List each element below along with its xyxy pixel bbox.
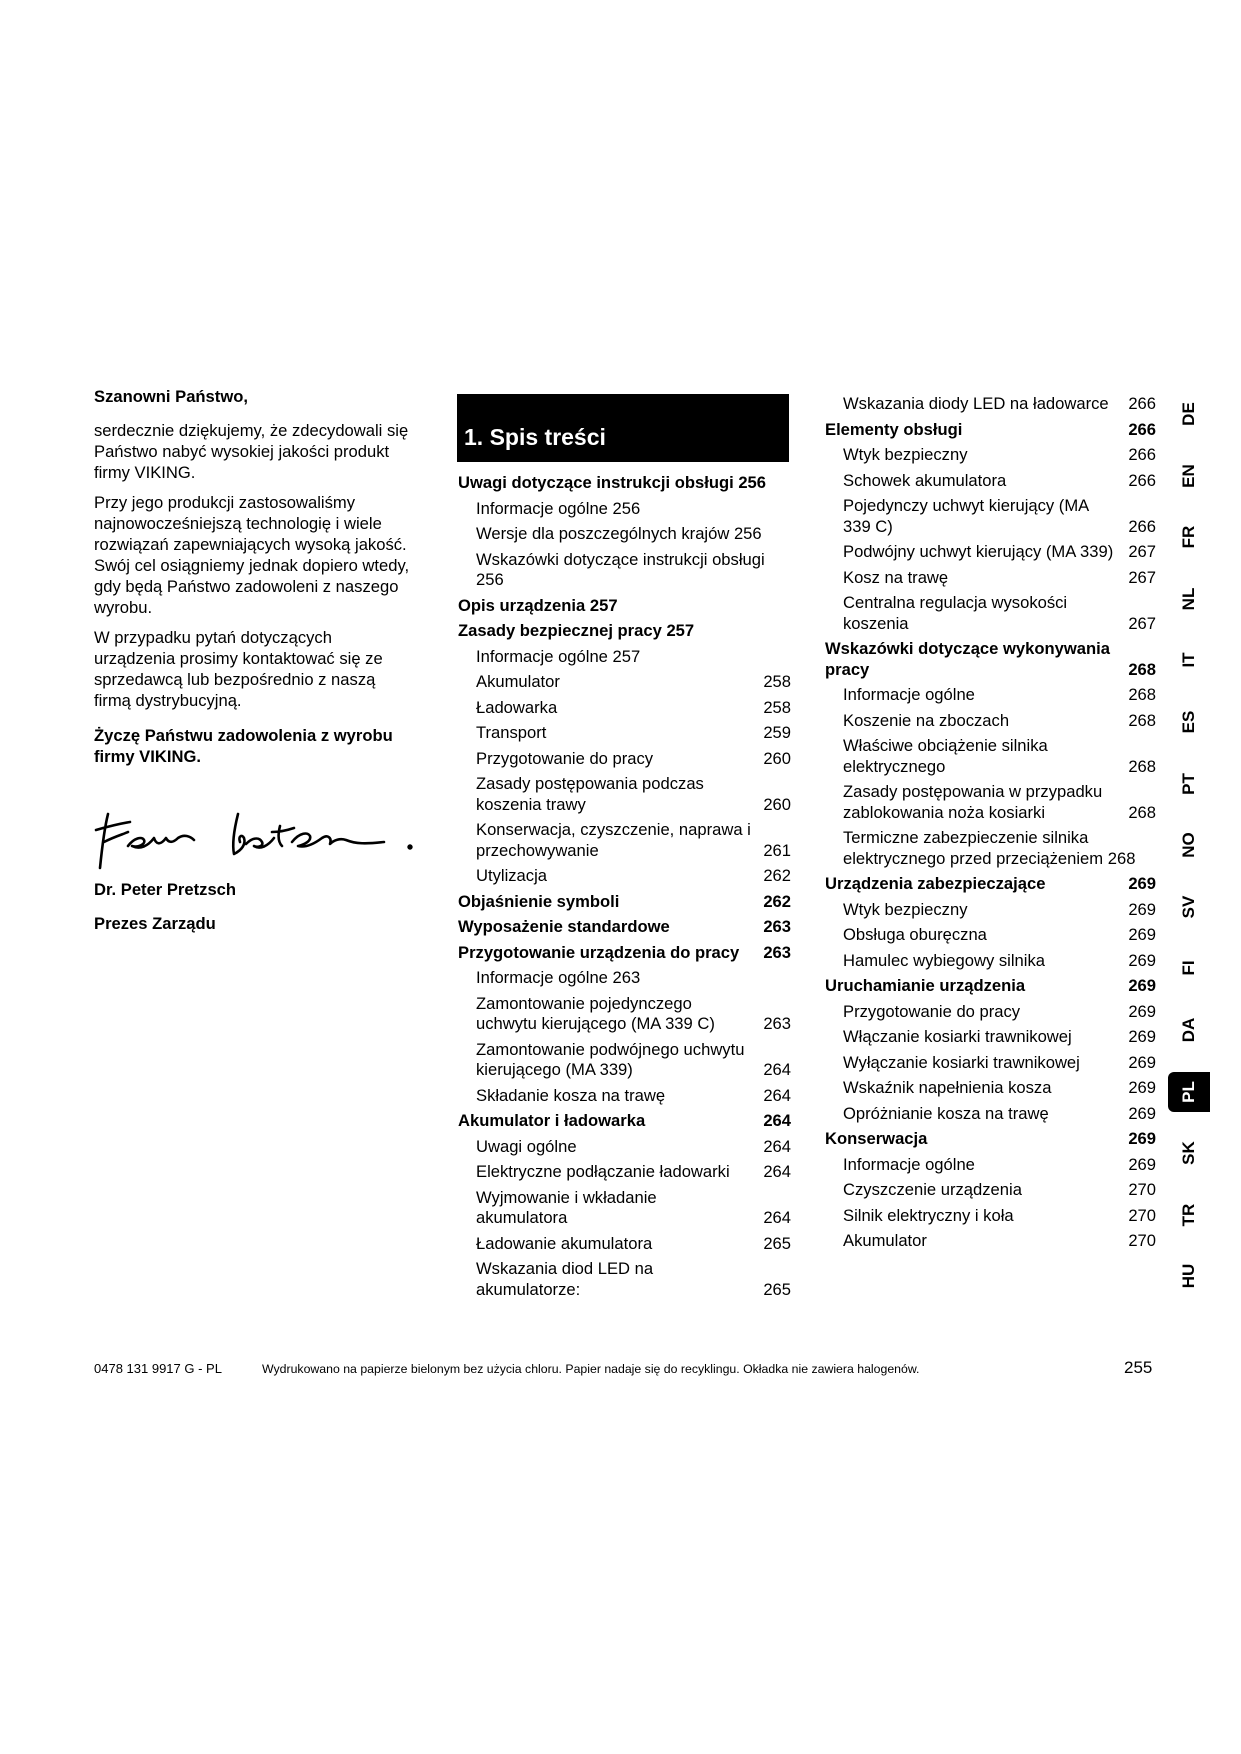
toc-entry-label: Informacje ogólne xyxy=(476,498,608,518)
language-tab-label: SV xyxy=(1179,895,1198,919)
toc-entry-page: 256 xyxy=(476,570,504,589)
toc-section-entry xyxy=(825,420,1156,441)
toc-subsection-entry xyxy=(458,866,791,887)
toc-entry-page: 258 xyxy=(763,672,791,691)
toc-entry-label: Schowek akumulatora xyxy=(843,470,1007,490)
toc-section-entry xyxy=(458,943,791,964)
toc-entry-label: Opis urządzenia xyxy=(458,595,586,615)
language-tab-label: SK xyxy=(1179,1141,1198,1165)
toc-entry-label: Zasady bezpiecznej pracy xyxy=(458,621,662,640)
toc-subsection-entry xyxy=(825,1206,1156,1227)
toc-entry-page: 257 xyxy=(612,646,641,666)
language-tab-label: PL xyxy=(1179,1080,1198,1103)
toc-entry-page: 269 xyxy=(1128,1129,1156,1148)
language-tab-de[interactable] xyxy=(1168,394,1210,434)
signer-name: Dr. Peter Pretzsch xyxy=(94,880,237,899)
toc-subsection-entry xyxy=(825,685,1156,706)
toc-entry-page: 268 xyxy=(1128,685,1156,704)
language-tab-fr[interactable] xyxy=(1168,517,1210,557)
language-tab-fi[interactable] xyxy=(1168,948,1210,988)
toc-subsection-entry xyxy=(825,1053,1156,1074)
toc-subsection-entry xyxy=(825,593,1156,634)
toc-subsection-entry xyxy=(458,774,791,815)
language-tab-label: TR xyxy=(1179,1203,1198,1227)
toc-entry-label: Transport xyxy=(476,723,547,742)
toc-entry-page: 269 xyxy=(1128,1001,1156,1021)
toc-subsection-entry xyxy=(825,496,1156,537)
toc-subsection-entry xyxy=(458,723,791,744)
toc-subsection-entry xyxy=(825,1180,1156,1201)
toc-subsection-entry xyxy=(458,698,791,719)
toc-entry-page: 268 xyxy=(1128,710,1156,730)
toc-entry-page: 267 xyxy=(1128,567,1156,587)
toc-entry-page: 256 xyxy=(738,473,767,492)
language-tab-en[interactable] xyxy=(1168,456,1210,496)
toc-entry-label: Składanie kosza na trawę xyxy=(476,1085,666,1105)
toc-entry-label: Przygotowanie do pracy xyxy=(843,1001,1021,1021)
toc-entry-label: Przygotowanie do pracy xyxy=(476,748,654,768)
toc-entry-page: 263 xyxy=(763,942,791,962)
toc-entry-label: Przygotowanie urządzenia do pracy xyxy=(458,942,740,962)
toc-subsection-entry xyxy=(825,394,1156,415)
toc-entry-page: 268 xyxy=(1128,802,1156,822)
language-tab-label: FR xyxy=(1179,525,1198,549)
toc-entry-label: Wskaźnik napełnienia kosza xyxy=(843,1078,1052,1097)
toc-entry-page: 269 xyxy=(1128,1027,1156,1046)
toc-entry-page: 256 xyxy=(612,498,641,518)
language-tab-label: DE xyxy=(1179,402,1198,426)
toc-entry-label: Hamulec wybiegowy silnika xyxy=(843,950,1045,970)
language-tab-no[interactable] xyxy=(1168,825,1210,865)
toc-entry-label: Centralna regulacja wysokości koszenia xyxy=(843,593,1068,633)
toc-subsection-entry xyxy=(825,951,1156,972)
language-tab-pl[interactable] xyxy=(1168,1072,1210,1112)
toc-entry-page: 268 xyxy=(1107,848,1136,868)
toc-subsection-entry xyxy=(825,736,1156,777)
toc-entry-page: 270 xyxy=(1128,1231,1156,1250)
toc-entry-label: Uwagi dotyczące instrukcji obsługi xyxy=(458,473,734,492)
toc-entry-page: 269 xyxy=(1128,1078,1156,1097)
toc-column-2 xyxy=(825,394,1156,1257)
toc-entry-page: 263 xyxy=(763,1014,791,1033)
language-tab-nl[interactable] xyxy=(1168,579,1210,619)
toc-subsection-entry xyxy=(825,1078,1156,1099)
toc-subsection-entry xyxy=(458,749,791,770)
toc-subsection-entry xyxy=(825,925,1156,946)
toc-entry-label: Konserwacja xyxy=(825,1129,928,1148)
toc-entry-label: Konserwacja, czyszczenie, naprawa i przechowywanie xyxy=(476,820,751,860)
toc-entry-label: Elementy obsługi xyxy=(825,419,963,439)
toc-entry-page: 264 xyxy=(763,1060,791,1079)
toc-subsection-entry xyxy=(458,1086,791,1107)
toc-entry-label: Uwagi ogólne xyxy=(476,1136,577,1156)
toc-entry-page: 260 xyxy=(763,748,791,768)
toc-entry-label: Obsługa oburęczna xyxy=(843,925,987,944)
toc-entry-page: 269 xyxy=(1128,1154,1156,1174)
toc-subsection-entry xyxy=(458,1162,791,1183)
toc-entry-page: 264 xyxy=(763,1111,791,1130)
toc-section-entry xyxy=(825,639,1156,680)
handwritten-signature xyxy=(94,802,424,874)
toc-entry-page: 265 xyxy=(763,1233,791,1253)
toc-entry-label: Wyjmowanie i wkładanie akumulatora xyxy=(476,1187,657,1227)
toc-entry-label: Pojedynczy uchwyt kierujący (MA 339 C) xyxy=(843,496,1089,536)
language-tab-label: EN xyxy=(1179,463,1198,488)
letter xyxy=(94,386,414,776)
toc-entry-page: 266 xyxy=(1128,470,1156,490)
toc-subsection-entry xyxy=(458,1234,791,1255)
toc-entry-label: Zamontowanie pojedynczego uchwytu kierującego (MA 339 C) xyxy=(476,993,715,1033)
toc-entry-page: 264 xyxy=(763,1136,791,1156)
toc-subsection-entry xyxy=(825,828,1156,869)
toc-entry-page: 262 xyxy=(763,866,791,885)
toc-entry-page: 265 xyxy=(763,1279,791,1299)
language-tab-tr[interactable] xyxy=(1168,1195,1210,1235)
toc-entry-page: 269 xyxy=(1128,925,1156,944)
language-tab-label: FI xyxy=(1179,960,1198,976)
toc-entry-page: 256 xyxy=(733,524,762,543)
toc-entry-label: Silnik elektryczny i koła xyxy=(843,1205,1014,1225)
toc-entry-label: Utylizacja xyxy=(476,866,548,885)
toc-entry-page: 259 xyxy=(763,723,791,742)
language-tab-label: DA xyxy=(1179,1017,1198,1043)
toc-subsection-entry xyxy=(458,647,791,668)
toc-subsection-entry xyxy=(458,524,791,545)
toc-entry-page: 269 xyxy=(1128,1052,1156,1072)
toc-entry-page: 269 xyxy=(1128,874,1156,893)
language-tab-pt[interactable] xyxy=(1168,764,1210,804)
language-tab-label: ES xyxy=(1179,710,1198,734)
toc-entry-page: 270 xyxy=(1128,1205,1156,1225)
toc-entry-label: Akumulator xyxy=(843,1231,927,1250)
toc-entry-page: 268 xyxy=(1128,659,1156,679)
toc-entry-page: 267 xyxy=(1128,542,1156,561)
toc-entry-page: 269 xyxy=(1128,1103,1156,1123)
toc-entry-label: Informacje ogólne xyxy=(476,968,608,987)
letter-paragraph: serdecznie dziękujemy, że zdecydowali się Państwo nabyć wysokiej jakości produkt firmy VIKING. xyxy=(94,421,409,482)
toc-section-entry xyxy=(458,1111,791,1132)
toc-entry-page: 264 xyxy=(763,1208,791,1227)
language-tab-sk[interactable] xyxy=(1168,1133,1210,1173)
toc-entry-page: 267 xyxy=(1128,613,1156,633)
toc-entry-page: 264 xyxy=(763,1085,791,1105)
toc-entry-label: Wskazania diody LED na ładowarce xyxy=(843,394,1109,413)
toc-entry-label: Zamontowanie podwójnego uchwytu kierującego (MA 339) xyxy=(476,1039,745,1079)
toc-section-entry xyxy=(458,892,791,913)
salutation: Szanowni Państwo, xyxy=(94,387,248,406)
language-tab-label: NO xyxy=(1179,832,1198,858)
toc-section-entry xyxy=(458,621,791,642)
toc-entry-page: 261 xyxy=(763,840,791,860)
toc-subsection-entry xyxy=(825,568,1156,589)
letter-paragraph: W przypadku pytań dotyczących urządzenia prosimy kontaktować się ze sprzedawcą lub bezpośrednio z naszą firmą dystrybucyjną. xyxy=(94,628,383,710)
toc-entry-label: Zasady postępowania w przypadku zablokowania noża kosiarki xyxy=(843,782,1103,822)
toc-subsection-entry xyxy=(825,1155,1156,1176)
toc-column-1 xyxy=(458,473,791,1305)
toc-subsection-entry xyxy=(825,471,1156,492)
toc-entry-label: Zasady postępowania podczas koszenia trawy xyxy=(476,774,704,814)
language-tab-es[interactable] xyxy=(1168,702,1210,742)
toc-entry-label: Kosz na trawę xyxy=(843,567,949,587)
toc-subsection-entry xyxy=(825,1027,1156,1048)
toc-section-entry xyxy=(825,874,1156,895)
toc-subsection-entry xyxy=(825,1104,1156,1125)
toc-entry-label: Akumulator i ładowarka xyxy=(458,1111,646,1130)
toc-subsection-entry xyxy=(458,968,791,989)
language-tab-label: HU xyxy=(1179,1264,1198,1289)
toc-entry-label: Podwójny uchwyt kierujący (MA 339) xyxy=(843,542,1114,561)
toc-subsection-entry xyxy=(458,1040,791,1081)
toc-subsection-entry xyxy=(825,900,1156,921)
toc-entry-label: Wtyk bezpieczny xyxy=(843,445,968,464)
toc-entry-page: 258 xyxy=(763,697,791,717)
document-code: 0478 131 9917 G - PL xyxy=(94,1361,222,1376)
toc-entry-page: 263 xyxy=(612,968,641,987)
language-tab-label: PT xyxy=(1179,772,1198,795)
toc-subsection-entry xyxy=(458,499,791,520)
toc-subsection-entry xyxy=(825,542,1156,563)
signer-title: Prezes Zarządu xyxy=(94,914,216,933)
toc-subsection-entry xyxy=(458,820,791,861)
toc-entry-label: Uruchamianie urządzenia xyxy=(825,976,1026,995)
toc-entry-label: Elektryczne podłączanie ładowarki xyxy=(476,1162,730,1181)
letter-paragraph: Przy jego produkcji zastosowaliśmy najnowocześniejszą technologię i wiele rozwiązań zapewniających wysoką jakość. Swój cel osiągniemy jednak dopiero wtedy, gdy będą Państwo zadowoleni z naszego wyrobu. xyxy=(94,493,410,617)
toc-subsection-entry xyxy=(458,550,791,591)
toc-entry-label: Informacje ogólne xyxy=(843,1154,975,1174)
toc-entry-label: Informacje ogólne xyxy=(843,685,975,704)
toc-entry-page: 262 xyxy=(763,891,791,911)
toc-entry-label: Koszenie na zboczach xyxy=(843,710,1010,730)
toc-entry-label: Termiczne zabezpieczenie silnika elektrycznego przed przeciążeniem xyxy=(843,828,1104,868)
toc-subsection-entry xyxy=(458,1137,791,1158)
toc-section-entry xyxy=(458,596,791,617)
toc-entry-page: 257 xyxy=(666,621,695,640)
toc-entry-page: 263 xyxy=(763,917,791,936)
toc-entry-page: 266 xyxy=(1128,516,1156,536)
toc-entry-label: Ładowanie akumulatora xyxy=(476,1233,653,1253)
toc-entry-label: Wtyk bezpieczny xyxy=(843,899,968,919)
toc-entry-page: 266 xyxy=(1128,445,1156,464)
toc-entry-label: Wskazówki dotyczące instrukcji obsługi xyxy=(476,549,765,569)
toc-subsection-entry xyxy=(825,1002,1156,1023)
toc-entry-page: 266 xyxy=(1128,394,1156,413)
toc-entry-page: 257 xyxy=(589,595,618,615)
toc-subsection-entry xyxy=(825,1231,1156,1252)
toc-entry-label: Czyszczenie urządzenia xyxy=(843,1180,1022,1199)
toc-subsection-entry xyxy=(458,672,791,693)
toc-entry-label: Wskazania diod LED na akumulatorze: xyxy=(476,1259,654,1299)
toc-section-entry xyxy=(458,473,791,494)
toc-subsection-entry xyxy=(825,711,1156,732)
language-tab-it[interactable] xyxy=(1168,640,1210,680)
page-number: 255 xyxy=(1124,1358,1153,1377)
toc-section-entry xyxy=(458,917,791,938)
toc-entry-page: 266 xyxy=(1128,419,1156,439)
toc-entry-label: Urządzenia zabezpieczające xyxy=(825,874,1046,893)
toc-entry-label: Właściwe obciążenie silnika elektrycznego xyxy=(843,736,1048,776)
toc-entry-label: Wyłączanie kosiarki trawnikowej xyxy=(843,1052,1080,1072)
toc-entry-label: Akumulator xyxy=(476,672,560,691)
toc-entry-page: 268 xyxy=(1128,756,1156,776)
toc-entry-page: 264 xyxy=(763,1162,791,1181)
language-tabs xyxy=(1168,394,1210,1344)
toc-entry-label: Objaśnienie symboli xyxy=(458,891,620,911)
toc-subsection-entry xyxy=(458,1188,791,1229)
language-tab-label: IT xyxy=(1179,652,1198,668)
toc-section-entry xyxy=(825,1129,1156,1150)
toc-entry-label: Ładowarka xyxy=(476,697,558,717)
language-tab-sv[interactable] xyxy=(1168,887,1210,927)
language-tab-da[interactable] xyxy=(1168,1010,1210,1050)
toc-section-entry xyxy=(825,976,1156,997)
toc-entry-label: Opróżnianie kosza na trawę xyxy=(843,1103,1049,1123)
toc-entry-page: 260 xyxy=(763,794,791,814)
toc-entry-page: 269 xyxy=(1128,976,1156,995)
toc-entry-label: Wersje dla poszczególnych krajów xyxy=(476,524,730,543)
toc-entry-label: Włączanie kosiarki trawnikowej xyxy=(843,1027,1072,1046)
toc-subsection-entry xyxy=(458,994,791,1035)
toc-entry-label: Informacje ogólne xyxy=(476,646,608,666)
letter-closing: Życzę Państwu zadowolenia z wyrobu firmy VIKING. xyxy=(94,726,393,766)
language-tab-label: NL xyxy=(1179,587,1198,611)
toc-subsection-entry xyxy=(458,1259,791,1300)
toc-entry-page: 269 xyxy=(1128,899,1156,919)
language-tab-hu[interactable] xyxy=(1168,1256,1210,1296)
toc-subsection-entry xyxy=(825,782,1156,823)
toc-title: 1. Spis treści xyxy=(464,424,606,450)
footer-note: Wydrukowano na papierze bielonym bez użycia chloru. Papier nadaje się do recyklingu. Okładka nie zawiera halogenów. xyxy=(262,1362,920,1376)
toc-subsection-entry xyxy=(825,445,1156,466)
toc-entry-page: 269 xyxy=(1128,950,1156,970)
toc-entry-label: Wskazówki dotyczące wykonywania pracy xyxy=(825,639,1110,679)
toc-entry-page: 270 xyxy=(1128,1180,1156,1199)
toc-entry-label: Wyposażenie standardowe xyxy=(458,917,670,936)
